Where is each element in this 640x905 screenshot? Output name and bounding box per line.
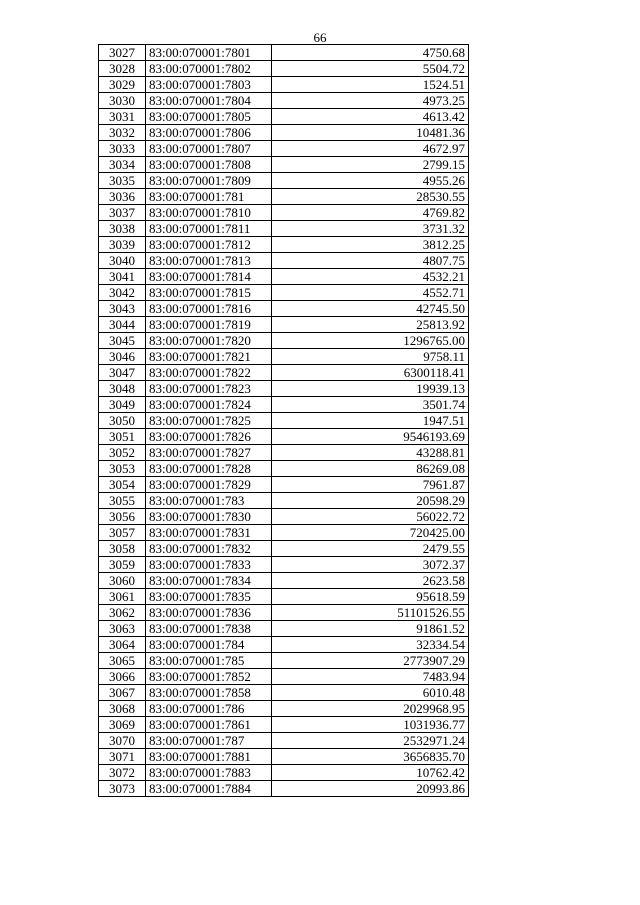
cadastral-number-cell: 83:00:070001:787 (146, 733, 272, 749)
cadastral-number-cell: 83:00:070001:7808 (146, 157, 272, 173)
cadastral-number-cell: 83:00:070001:7834 (146, 573, 272, 589)
cadastral-value-table (98, 44, 469, 797)
table-row (99, 653, 469, 669)
cadastral-number-cell: 83:00:070001:7833 (146, 557, 272, 573)
value-cell: 20598.29 (272, 493, 469, 509)
row-number-cell: 3050 (99, 413, 146, 429)
cadastral-number-cell: 83:00:070001:784 (146, 637, 272, 653)
value-cell: 10481.36 (272, 125, 469, 141)
table-row (99, 413, 469, 429)
table-row (99, 189, 469, 205)
cadastral-number-cell: 83:00:070001:7838 (146, 621, 272, 637)
cadastral-number-cell: 83:00:070001:7830 (146, 509, 272, 525)
row-number-cell: 3048 (99, 381, 146, 397)
row-number-cell: 3033 (99, 141, 146, 157)
row-number-cell: 3035 (99, 173, 146, 189)
table-row (99, 509, 469, 525)
table-row (99, 445, 469, 461)
cadastral-number-cell: 83:00:070001:7803 (146, 77, 272, 93)
table-row (99, 333, 469, 349)
table-row (99, 701, 469, 717)
table-row (99, 605, 469, 621)
table-row (99, 637, 469, 653)
cadastral-number-cell: 83:00:070001:7802 (146, 61, 272, 77)
row-number-cell: 3065 (99, 653, 146, 669)
table-row (99, 717, 469, 733)
value-cell: 32334.54 (272, 637, 469, 653)
cadastral-number-cell: 83:00:070001:7801 (146, 45, 272, 61)
value-cell: 1524.51 (272, 77, 469, 93)
value-cell: 4613.42 (272, 109, 469, 125)
value-cell: 20993.86 (272, 781, 469, 797)
row-number-cell: 3064 (99, 637, 146, 653)
row-number-cell: 3068 (99, 701, 146, 717)
cadastral-number-cell: 83:00:070001:7861 (146, 717, 272, 733)
value-cell: 720425.00 (272, 525, 469, 541)
value-cell: 2532971.24 (272, 733, 469, 749)
cadastral-number-cell: 83:00:070001:781 (146, 189, 272, 205)
table-row (99, 781, 469, 797)
table-row (99, 141, 469, 157)
row-number-cell: 3073 (99, 781, 146, 797)
value-cell: 4552.71 (272, 285, 469, 301)
cadastral-number-cell: 83:00:070001:7858 (146, 685, 272, 701)
table-row (99, 61, 469, 77)
cadastral-number-cell: 83:00:070001:7823 (146, 381, 272, 397)
row-number-cell: 3030 (99, 93, 146, 109)
value-cell: 28530.55 (272, 189, 469, 205)
cadastral-number-cell: 83:00:070001:7819 (146, 317, 272, 333)
value-cell: 42745.50 (272, 301, 469, 317)
row-number-cell: 3047 (99, 365, 146, 381)
cadastral-number-cell: 83:00:070001:7825 (146, 413, 272, 429)
value-cell: 56022.72 (272, 509, 469, 525)
row-number-cell: 3058 (99, 541, 146, 557)
row-number-cell: 3052 (99, 445, 146, 461)
table-row (99, 301, 469, 317)
value-cell: 3501.74 (272, 397, 469, 413)
value-cell: 43288.81 (272, 445, 469, 461)
value-cell: 3812.25 (272, 237, 469, 253)
table-row (99, 285, 469, 301)
value-cell: 3731.32 (272, 221, 469, 237)
table-row (99, 349, 469, 365)
table-row (99, 45, 469, 61)
cadastral-number-cell: 83:00:070001:7820 (146, 333, 272, 349)
table-row (99, 685, 469, 701)
row-number-cell: 3038 (99, 221, 146, 237)
row-number-cell: 3067 (99, 685, 146, 701)
cadastral-number-cell: 83:00:070001:7807 (146, 141, 272, 157)
cadastral-number-cell: 83:00:070001:785 (146, 653, 272, 669)
cadastral-number-cell: 83:00:070001:7824 (146, 397, 272, 413)
cadastral-number-cell: 83:00:070001:7836 (146, 605, 272, 621)
table-body (99, 45, 469, 797)
cadastral-number-cell: 83:00:070001:7815 (146, 285, 272, 301)
row-number-cell: 3036 (99, 189, 146, 205)
table-row (99, 573, 469, 589)
table-row (99, 237, 469, 253)
value-cell: 1031936.77 (272, 717, 469, 733)
cadastral-number-cell: 83:00:070001:7805 (146, 109, 272, 125)
cadastral-number-cell: 83:00:070001:7828 (146, 461, 272, 477)
row-number-cell: 3066 (99, 669, 146, 685)
value-cell: 10762.42 (272, 765, 469, 781)
table-row (99, 621, 469, 637)
table-row (99, 173, 469, 189)
cadastral-number-cell: 83:00:070001:7884 (146, 781, 272, 797)
row-number-cell: 3051 (99, 429, 146, 445)
cadastral-number-cell: 83:00:070001:7809 (146, 173, 272, 189)
table-row (99, 317, 469, 333)
table-row (99, 733, 469, 749)
table-row (99, 365, 469, 381)
row-number-cell: 3031 (99, 109, 146, 125)
cadastral-number-cell: 83:00:070001:7813 (146, 253, 272, 269)
value-cell: 5504.72 (272, 61, 469, 77)
cadastral-number-cell: 83:00:070001:7827 (146, 445, 272, 461)
table-row (99, 493, 469, 509)
value-cell: 4769.82 (272, 205, 469, 221)
cadastral-number-cell: 83:00:070001:7810 (146, 205, 272, 221)
table-row (99, 461, 469, 477)
value-cell: 19939.13 (272, 381, 469, 397)
value-cell: 95618.59 (272, 589, 469, 605)
value-cell: 2479.55 (272, 541, 469, 557)
table-row (99, 765, 469, 781)
value-cell: 2773907.29 (272, 653, 469, 669)
table-row (99, 749, 469, 765)
cadastral-number-cell: 83:00:070001:783 (146, 493, 272, 509)
table-row (99, 381, 469, 397)
row-number-cell: 3056 (99, 509, 146, 525)
table-row (99, 477, 469, 493)
row-number-cell: 3042 (99, 285, 146, 301)
cadastral-number-cell: 83:00:070001:7821 (146, 349, 272, 365)
row-number-cell: 3053 (99, 461, 146, 477)
row-number-cell: 3032 (99, 125, 146, 141)
cadastral-number-cell: 83:00:070001:7814 (146, 269, 272, 285)
row-number-cell: 3071 (99, 749, 146, 765)
row-number-cell: 3069 (99, 717, 146, 733)
cadastral-number-cell: 83:00:070001:7881 (146, 749, 272, 765)
row-number-cell: 3057 (99, 525, 146, 541)
table-row (99, 125, 469, 141)
cadastral-number-cell: 83:00:070001:7826 (146, 429, 272, 445)
row-number-cell: 3072 (99, 765, 146, 781)
table-row (99, 429, 469, 445)
value-cell: 7961.87 (272, 477, 469, 493)
page-number: 66 (313, 30, 327, 45)
value-cell: 25813.92 (272, 317, 469, 333)
value-cell: 1296765.00 (272, 333, 469, 349)
row-number-cell: 3037 (99, 205, 146, 221)
table-row (99, 669, 469, 685)
table-row (99, 269, 469, 285)
value-cell: 4532.21 (272, 269, 469, 285)
value-cell: 4955.26 (272, 173, 469, 189)
cadastral-number-cell: 83:00:070001:7822 (146, 365, 272, 381)
table-row (99, 77, 469, 93)
cadastral-number-cell: 83:00:070001:7852 (146, 669, 272, 685)
cadastral-number-cell: 83:00:070001:7811 (146, 221, 272, 237)
row-number-cell: 3049 (99, 397, 146, 413)
row-number-cell: 3027 (99, 45, 146, 61)
table-row (99, 253, 469, 269)
row-number-cell: 3070 (99, 733, 146, 749)
value-cell: 6010.48 (272, 685, 469, 701)
table-row (99, 397, 469, 413)
row-number-cell: 3045 (99, 333, 146, 349)
value-cell: 2799.15 (272, 157, 469, 173)
row-number-cell: 3028 (99, 61, 146, 77)
table-row (99, 157, 469, 173)
table-row (99, 205, 469, 221)
cadastral-number-cell: 83:00:070001:7812 (146, 237, 272, 253)
row-number-cell: 3041 (99, 269, 146, 285)
row-number-cell: 3043 (99, 301, 146, 317)
value-cell: 4807.75 (272, 253, 469, 269)
row-number-cell: 3034 (99, 157, 146, 173)
table-row (99, 93, 469, 109)
value-cell: 2029968.95 (272, 701, 469, 717)
value-cell: 4750.68 (272, 45, 469, 61)
row-number-cell: 3059 (99, 557, 146, 573)
row-number-cell: 3060 (99, 573, 146, 589)
row-number-cell: 3055 (99, 493, 146, 509)
table-row (99, 589, 469, 605)
table-row (99, 557, 469, 573)
value-cell: 1947.51 (272, 413, 469, 429)
value-cell: 2623.58 (272, 573, 469, 589)
row-number-cell: 3040 (99, 253, 146, 269)
table-row (99, 221, 469, 237)
row-number-cell: 3039 (99, 237, 146, 253)
value-cell: 86269.08 (272, 461, 469, 477)
cadastral-number-cell: 83:00:070001:7832 (146, 541, 272, 557)
value-cell: 3656835.70 (272, 749, 469, 765)
value-cell: 3072.37 (272, 557, 469, 573)
row-number-cell: 3044 (99, 317, 146, 333)
table-row (99, 541, 469, 557)
value-cell: 9758.11 (272, 349, 469, 365)
cadastral-number-cell: 83:00:070001:786 (146, 701, 272, 717)
table-row (99, 525, 469, 541)
row-number-cell: 3054 (99, 477, 146, 493)
value-cell: 51101526.55 (272, 605, 469, 621)
cadastral-number-cell: 83:00:070001:7829 (146, 477, 272, 493)
value-cell: 9546193.69 (272, 429, 469, 445)
cadastral-number-cell: 83:00:070001:7804 (146, 93, 272, 109)
cadastral-number-cell: 83:00:070001:7831 (146, 525, 272, 541)
table-row (99, 109, 469, 125)
row-number-cell: 3063 (99, 621, 146, 637)
value-cell: 6300118.41 (272, 365, 469, 381)
row-number-cell: 3029 (99, 77, 146, 93)
row-number-cell: 3061 (99, 589, 146, 605)
value-cell: 4973.25 (272, 93, 469, 109)
cadastral-number-cell: 83:00:070001:7806 (146, 125, 272, 141)
cadastral-number-cell: 83:00:070001:7835 (146, 589, 272, 605)
value-cell: 4672.97 (272, 141, 469, 157)
cadastral-number-cell: 83:00:070001:7816 (146, 301, 272, 317)
value-cell: 91861.52 (272, 621, 469, 637)
cadastral-number-cell: 83:00:070001:7883 (146, 765, 272, 781)
value-cell: 7483.94 (272, 669, 469, 685)
row-number-cell: 3046 (99, 349, 146, 365)
row-number-cell: 3062 (99, 605, 146, 621)
